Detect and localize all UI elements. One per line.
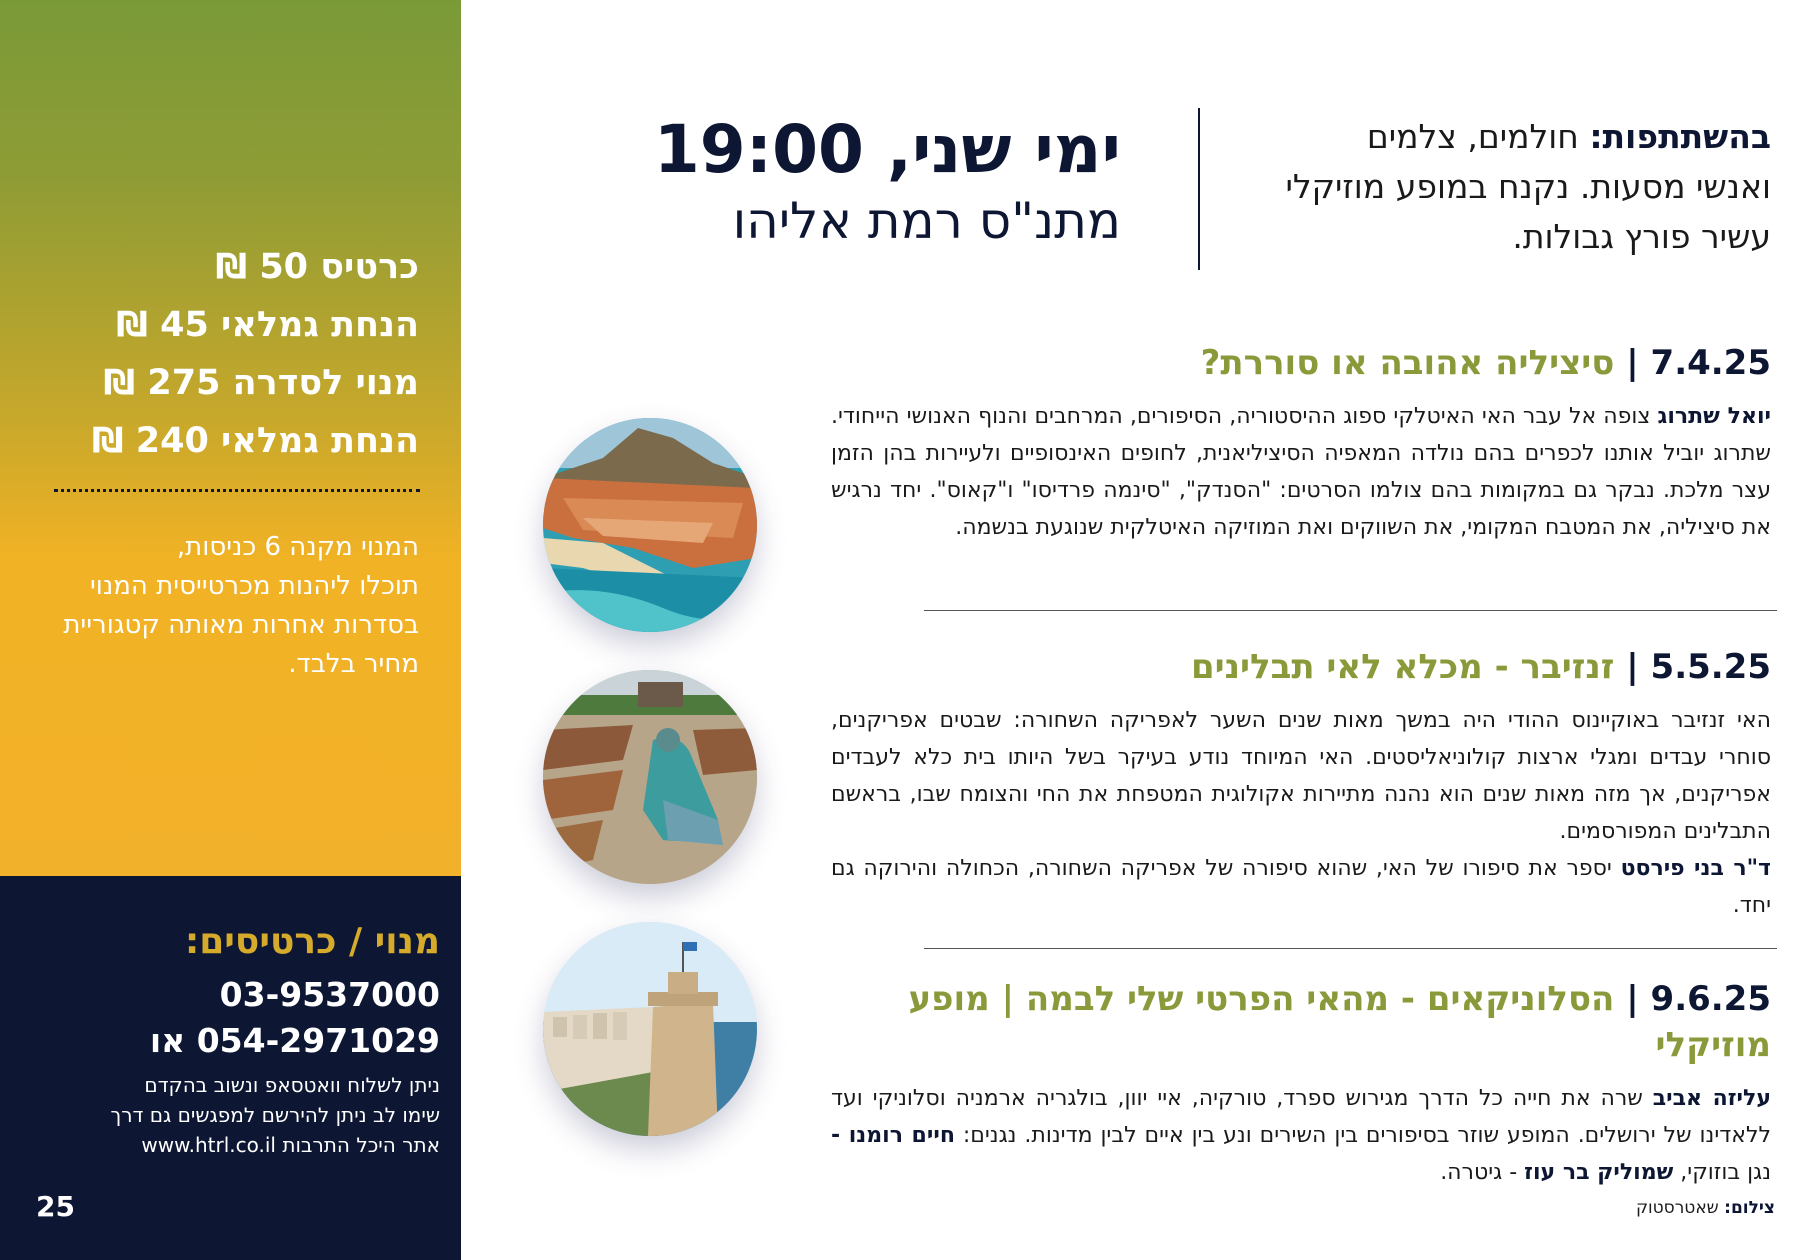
note-line: מחיר בלבד. — [288, 649, 419, 679]
event-title — [831, 644, 1771, 690]
intro-line-2: ואנשי מסעות. נקנח במופע מוזיקלי — [1285, 167, 1771, 206]
price-subscription: מנוי לסדרה 275 ₪ — [103, 363, 419, 403]
schedule-header — [601, 110, 1121, 252]
contact-note-line: אתר היכל התרבות www.htrl.co.il — [141, 1133, 440, 1157]
price-subscription-senior: הנחת גמלאי 240 ₪ — [91, 421, 419, 461]
contact-title: מנוי / כרטיסים: — [184, 921, 440, 962]
musician-role: - גיטרה. — [1440, 1160, 1525, 1185]
event-date: 5.5.25 — [1650, 647, 1771, 687]
event-text: יספר את סיפורו של האי, שהוא סיפורה של אפריקה השחורה, הכחולה והירוקה גם יחד. — [831, 856, 1771, 918]
dotted-divider — [54, 489, 420, 492]
event-description — [831, 702, 1771, 924]
event-paragraph — [831, 1080, 1771, 1191]
lecturer-name: ד"ר בני פירסט — [1620, 856, 1771, 881]
intro-lead: בהשתתפות: — [1589, 117, 1771, 156]
event-separator — [924, 610, 1777, 611]
venue: מתנ"ס רמת אליהו — [732, 192, 1121, 250]
contact-note-line: ניתן לשלוח וואטסאפ ונשוב בהקדם — [144, 1073, 440, 1097]
zanzibar-photo-illustration — [543, 670, 757, 884]
phone-secondary: 054-2971029 או — [149, 1021, 440, 1060]
event-title — [831, 340, 1771, 386]
sicily-photo-illustration — [543, 418, 757, 632]
day-time: ימי שני, 19:00 — [653, 111, 1121, 188]
price-list — [0, 238, 419, 470]
event-text: שרה את חייה כל הדרך מגירוש ספרד, טורקיה, איי יוון, בולגריה ארמניה וסלוניקי ועד ללאדינו של ירושלים. המופע שוזר בסיפורים בין השירים ונע בין איים לבין מדינות. נגנים: — [831, 1086, 1772, 1148]
event-salonica — [831, 976, 1771, 1191]
page-number: 25 — [36, 1190, 75, 1223]
event-text: האי זנזיבר באוקיינוס ההודי היה במשך מאות שנים השער לאפריקה השחורה: שבטים אפריקנים, סוחרי עבדים ומגלי ארצות קולוניאליסטים. האי המיוחד נודע בעיקר בשל היותו בית כלא לעבדים אפריקנים, אך מזה מאות שנים הוא נהנה מתיירות אקולוגית המטפחת את החי והצומח שבו, בראשם התבלינים המפורסמים. — [831, 708, 1771, 844]
price-ticket-senior: הנחת גמלאי 45 ₪ — [116, 305, 419, 345]
event-description — [831, 398, 1771, 546]
header-divider — [1198, 108, 1200, 270]
intro-text — [1231, 112, 1771, 262]
event-paragraph — [831, 398, 1771, 546]
event-name: סיציליה אהובה או סוררת? — [1200, 343, 1615, 383]
event-paragraph — [831, 850, 1771, 924]
event-name: הסלוניקאים - מהאי הפרטי שלי לבמה | מופע מוזיקלי — [908, 979, 1771, 1065]
lecturer-name: יואל שתרוג — [1657, 404, 1771, 429]
note-line: תוכלו ליהנות מכרטייסית המנוי — [89, 571, 419, 601]
thessaloniki-photo-illustration — [543, 922, 757, 1136]
contact-note — [10, 1070, 440, 1160]
credit-label: צילום: — [1724, 1198, 1775, 1218]
thessaloniki-photo — [543, 922, 757, 1136]
zanzibar-photo — [543, 670, 757, 884]
sidebar — [0, 0, 461, 1260]
subscription-note — [0, 528, 419, 684]
event-name: זנזיבר - מכלא לאי תבלינים — [1190, 647, 1615, 687]
event-text: צופה אל עבר האי האיטלקי ספוג ההיסטוריה, הסיפורים, המרחבים והנוף האנושי הייחודי. שתרוג יוביל אותנו לכפרים בהם נולדה המאפיה הסיציליאנית, לחופים האינסופיים ולעיירות בהן הזמן עצר מלכת. נבקר גם במקומות בהם צולמו הסרטים: "הסנדק", "סינמה פרדיסו" ו"קאוס". יחד נרגיש את סיציליה, את המטבח המקומי, את השווקים ואת המוזיקה האיטלקית שנוגעת בנשמה. — [831, 404, 1771, 540]
event-separator — [924, 948, 1777, 949]
intro-line-1: חולמים, צלמים — [1366, 117, 1590, 156]
event-sicily — [831, 340, 1771, 546]
title-separator: | — [1614, 343, 1639, 383]
event-date: 9.6.25 — [1650, 979, 1771, 1019]
sicily-photo — [543, 418, 757, 632]
title-separator: | — [1614, 647, 1639, 687]
photo-credit — [1636, 1198, 1775, 1218]
intro-line — [1231, 112, 1771, 162]
note-line: בסדרות אחרות מאותה קטגוריית — [63, 610, 419, 640]
contact-block — [10, 920, 440, 1160]
event-zanzibar — [831, 644, 1771, 924]
intro-line-3: עשיר פורץ גבולות. — [1512, 217, 1771, 256]
event-date: 7.4.25 — [1650, 343, 1771, 383]
musician-name: שמוליק בר עוז — [1524, 1160, 1674, 1185]
note-line: המנוי מקנה 6 כניסות, — [176, 532, 419, 562]
title-separator: | — [1614, 979, 1639, 1019]
event-description — [831, 1080, 1771, 1191]
contact-note-line: שימו לב ניתן להירשם למפגשים גם דרך — [110, 1103, 440, 1127]
phone-primary: 03-9537000 — [219, 975, 440, 1014]
price-ticket: כרטיס 50 ₪ — [215, 247, 419, 287]
performer-name: עליזה אביב — [1652, 1086, 1771, 1111]
event-title — [831, 976, 1771, 1068]
musician-name: חיים רומנו - — [831, 1123, 955, 1148]
credit-value: שאטרסטוק — [1635, 1198, 1719, 1218]
musician-role: נגן בוזוקי, — [1673, 1160, 1771, 1185]
